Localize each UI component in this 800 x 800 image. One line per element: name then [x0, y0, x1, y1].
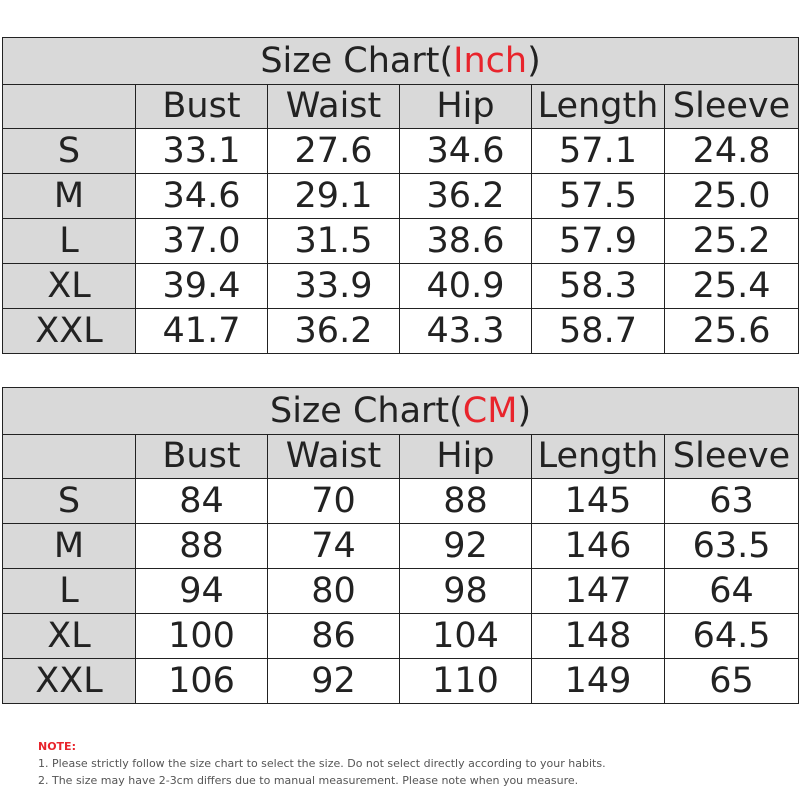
inch-cell-hip: 38.6 [400, 219, 532, 264]
cm-header-bust: Bust [136, 435, 268, 479]
cm-cell-sleeve: 63.5 [665, 524, 799, 569]
cm-header-corner [3, 435, 136, 479]
cm-cell-waist: 86 [268, 614, 400, 659]
cm-cell-waist: 80 [268, 569, 400, 614]
inch-cell-waist: 36.2 [268, 309, 400, 354]
inch-cell-length: 57.5 [532, 174, 665, 219]
inch-cell-sleeve: 25.6 [665, 309, 799, 354]
inch-header-bust: Bust [136, 85, 268, 129]
inch-row-xl [3, 264, 799, 309]
inch-cell-hip: 40.9 [400, 264, 532, 309]
inch-title-prefix: Size Chart( [260, 40, 454, 81]
inch-cell-length: 57.9 [532, 219, 665, 264]
cm-cell-sleeve: 64.5 [665, 614, 799, 659]
inch-cell-sleeve: 25.4 [665, 264, 799, 309]
note-item: 1. Please strictly follow the size chart to select the size. Do not select directly according to your habits. [38, 757, 606, 770]
inch-header-length: Length [532, 85, 665, 129]
inch-cell-waist: 29.1 [268, 174, 400, 219]
inch-cell-hip: 43.3 [400, 309, 532, 354]
cm-cell-hip: 92 [400, 524, 532, 569]
inch-header-sleeve: Sleeve [665, 85, 799, 129]
cm-cell-waist: 92 [268, 659, 400, 704]
cm-header-hip: Hip [400, 435, 532, 479]
inch-cell-bust: 39.4 [136, 264, 268, 309]
inch-cell-bust: 33.1 [136, 129, 268, 174]
inch-header-hip: Hip [400, 85, 532, 129]
note-title: NOTE: [38, 740, 76, 753]
inch-cell-waist: 27.6 [268, 129, 400, 174]
inch-size-label: XXL [3, 309, 136, 354]
cm-cell-bust: 100 [136, 614, 268, 659]
cm-cell-sleeve: 63 [665, 479, 799, 524]
cm-cell-hip: 98 [400, 569, 532, 614]
inch-cell-sleeve: 24.8 [665, 129, 799, 174]
cm-title-prefix: Size Chart( [269, 390, 463, 431]
cm-cell-bust: 88 [136, 524, 268, 569]
inch-cell-sleeve: 25.0 [665, 174, 799, 219]
cm-cell-length: 147 [532, 569, 665, 614]
cm-cell-length: 148 [532, 614, 665, 659]
cm-row-m [3, 524, 799, 569]
inch-cell-bust: 37.0 [136, 219, 268, 264]
inch-row-xxl [3, 309, 799, 354]
inch-cell-hip: 34.6 [400, 129, 532, 174]
inch-cell-length: 58.3 [532, 264, 665, 309]
inch-cell-sleeve: 25.2 [665, 219, 799, 264]
cm-cell-length: 149 [532, 659, 665, 704]
inch-cell-bust: 34.6 [136, 174, 268, 219]
inch-size-label: S [3, 129, 136, 174]
inch-table-title [3, 38, 799, 85]
cm-table-title [3, 388, 799, 435]
cm-cell-bust: 84 [136, 479, 268, 524]
cm-cell-hip: 110 [400, 659, 532, 704]
cm-cell-waist: 70 [268, 479, 400, 524]
cm-row-xxl [3, 659, 799, 704]
cm-cell-hip: 104 [400, 614, 532, 659]
cm-size-label: XL [3, 614, 136, 659]
inch-cell-hip: 36.2 [400, 174, 532, 219]
inch-size-label: XL [3, 264, 136, 309]
size-chart-inch-table [2, 37, 799, 354]
notes-section [38, 738, 778, 789]
inch-title-suffix: ) [527, 40, 541, 81]
inch-row-s [3, 129, 799, 174]
cm-size-label: S [3, 479, 136, 524]
note-item: 2. The size may have 2-3cm differs due to manual measurement. Please note when you measure. [38, 774, 579, 787]
cm-header-length: Length [532, 435, 665, 479]
cm-title-suffix: ) [517, 390, 532, 431]
cm-row-l [3, 569, 799, 614]
size-chart-cm-table [2, 387, 799, 704]
inch-row-m [3, 174, 799, 219]
cm-cell-sleeve: 65 [665, 659, 799, 704]
cm-cell-length: 146 [532, 524, 665, 569]
inch-size-label: L [3, 219, 136, 264]
cm-cell-waist: 74 [268, 524, 400, 569]
cm-row-s [3, 479, 799, 524]
cm-header-sleeve: Sleeve [665, 435, 799, 479]
cm-cell-bust: 94 [136, 569, 268, 614]
cm-cell-sleeve: 64 [665, 569, 799, 614]
inch-cell-waist: 33.9 [268, 264, 400, 309]
inch-cell-waist: 31.5 [268, 219, 400, 264]
inch-header-waist: Waist [268, 85, 400, 129]
inch-cell-length: 57.1 [532, 129, 665, 174]
cm-size-label: M [3, 524, 136, 569]
cm-cell-bust: 106 [136, 659, 268, 704]
cm-size-label: XXL [3, 659, 136, 704]
inch-cell-length: 58.7 [532, 309, 665, 354]
inch-size-label: M [3, 174, 136, 219]
cm-cell-hip: 88 [400, 479, 532, 524]
cm-cell-length: 145 [532, 479, 665, 524]
cm-row-xl [3, 614, 799, 659]
inch-title-unit: Inch [453, 40, 528, 81]
inch-cell-bust: 41.7 [136, 309, 268, 354]
cm-title-unit: CM [462, 390, 518, 431]
cm-size-label: L [3, 569, 136, 614]
cm-header-waist: Waist [268, 435, 400, 479]
inch-header-corner [3, 85, 136, 129]
inch-row-l [3, 219, 799, 264]
